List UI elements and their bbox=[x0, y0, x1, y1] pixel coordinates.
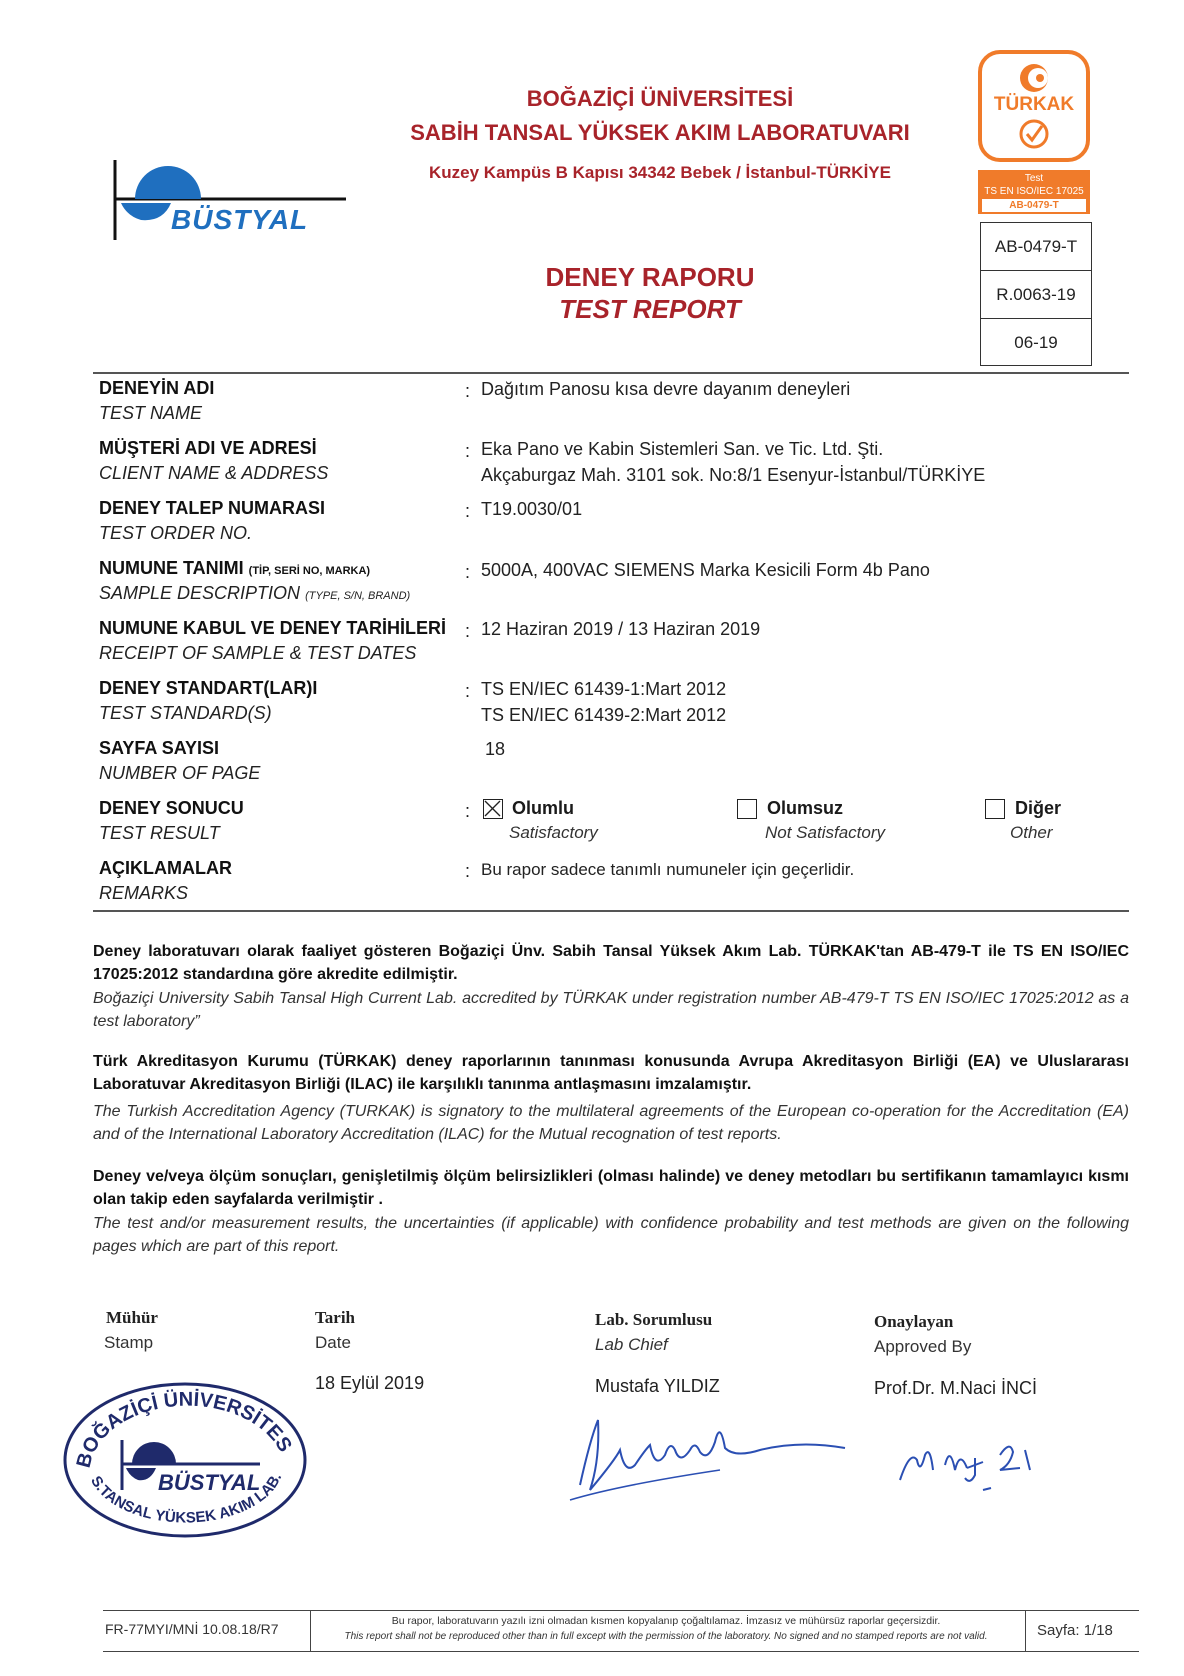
footer-divider-right bbox=[1025, 1611, 1026, 1651]
colon: : bbox=[465, 381, 471, 401]
client-address-value: Akçaburgaz Mah. 3101 sok. No:8/1 Esenyur-İstanbul/TÜRKİYE bbox=[481, 465, 986, 485]
other-label-en: Other bbox=[1010, 823, 1053, 842]
footer-notice-tr: Bu rapor, laboratuvarın yazılı izni olmadan kısmen kopyalanıp çoğaltılamaz. İmzasız ve mühürsüz raporlar geçersizdir. bbox=[391, 1615, 941, 1627]
bustyal-logo bbox=[113, 160, 348, 240]
reference-box bbox=[980, 222, 1092, 366]
logo-text: BÜSTYAL bbox=[171, 204, 309, 235]
agreement-paragraph-en: The Turkish Accreditation Agency (TURKAK) is signatory to the multilateral agreements of the European co-operation for the Accreditation (EA) and of the International Laboratory Accreditation (ILAC) for the Mutual recognation of test reports. bbox=[93, 1103, 1129, 1143]
pages-label: SAYFA SAYISI bbox=[99, 738, 220, 758]
standards-label-en: TEST STANDARD(S) bbox=[99, 703, 272, 723]
svg-text:BÜSTYAL: BÜSTYAL bbox=[158, 1470, 261, 1495]
footer bbox=[103, 1610, 1139, 1652]
badge-line3: AB-0479-T bbox=[982, 199, 1086, 212]
client-label-en: CLIENT NAME & ADDRESS bbox=[99, 463, 329, 483]
test-name-value: Dağıtım Panosu kısa devre dayanım deneyleri bbox=[481, 379, 851, 399]
other-label: Diğer bbox=[1015, 798, 1062, 818]
lab-address: Kuzey Kampüs B Kapısı 34342 Bebek / İstanbul-TÜRKİYE bbox=[429, 163, 891, 182]
remarks-label-en: REMARKS bbox=[99, 883, 189, 903]
footer-divider-left bbox=[310, 1611, 311, 1651]
not-satisfactory-label-en: Not Satisfactory bbox=[765, 823, 885, 842]
accreditation-number: AB-0479-T bbox=[981, 223, 1091, 271]
other-checkbox[interactable] bbox=[985, 799, 1005, 819]
bottom-rule bbox=[93, 910, 1129, 912]
check-mark-icon bbox=[484, 800, 501, 817]
page-number: Sayfa: 1/18 bbox=[1037, 1622, 1113, 1639]
remarks-label: AÇIKLAMALAR bbox=[99, 858, 232, 878]
accreditation-paragraph-en: Boğaziçi University Sabih Tansal High Current Lab. accredited by TÜRKAK under registration number AB-479-T TS EN ISO/IEC 17025:2012 as a test laboratory” bbox=[93, 990, 1129, 1030]
form-code: FR-77MYI/MNİ 10.08.18/R7 bbox=[105, 1621, 279, 1637]
report-title-tr: DENEY RAPORU bbox=[545, 262, 755, 292]
order-value: T19.0030/01 bbox=[481, 499, 583, 519]
turkak-brand: TÜRKAK bbox=[993, 94, 1075, 115]
laboratory-name: SABİH TANSAL YÜKSEK AKIM LABORATUVARI bbox=[410, 120, 910, 145]
results-paragraph-en: The test and/or measurement results, the uncertainties (if applicable) with confidence probability and test methods are given on the following pages which are part of this report. bbox=[93, 1215, 1129, 1255]
colon: : bbox=[465, 501, 471, 521]
badge-line1: Test bbox=[1024, 173, 1044, 184]
sample-label-en-small: (TYPE, S/N, BRAND) bbox=[305, 590, 411, 602]
remarks-value: Bu rapor sadece tanımlı numuneler için geçerlidir. bbox=[481, 860, 855, 879]
dates-value: 12 Haziran 2019 / 13 Haziran 2019 bbox=[481, 619, 761, 639]
satisfactory-label: Olumlu bbox=[512, 798, 574, 818]
approver-name: Prof.Dr. M.Naci İNCİ bbox=[874, 1378, 1038, 1398]
test-name-label-en: TEST NAME bbox=[99, 403, 203, 423]
result-label: DENEY SONUCU bbox=[99, 798, 244, 818]
test-name-label: DENEYİN ADI bbox=[99, 378, 215, 398]
turkak-logo bbox=[978, 50, 1090, 162]
colon: : bbox=[465, 861, 471, 881]
satisfactory-checkbox[interactable] bbox=[483, 799, 503, 819]
sample-label-small: (TİP, SERİ NO, MARKA) bbox=[248, 565, 371, 577]
lab-chief-name: Mustafa YILDIZ bbox=[595, 1376, 720, 1396]
report-number: R.0063-19 bbox=[981, 271, 1091, 319]
client-name-value: Eka Pano ve Kabin Sistemleri San. ve Tic. Ltd. Şti. bbox=[481, 439, 884, 459]
report-period: 06-19 bbox=[1014, 333, 1058, 352]
result-label-en: TEST RESULT bbox=[99, 823, 220, 843]
date-heading-en: Date bbox=[315, 1333, 351, 1352]
accreditation-paragraph-tr: Deney laboratuvarı olarak faaliyet gösteren Boğaziçi Ünv. Sabih Tansal Yüksek Akım Lab. TÜRKAK'tan AB-479-T ile TS EN ISO/IEC 17025:2012 standardına göre akredite edilmiştir. bbox=[93, 943, 1129, 983]
not-satisfactory-label: Olumsuz bbox=[767, 798, 844, 818]
lab-chief-heading: Lab. Sorumlusu bbox=[595, 1310, 713, 1329]
lab-chief-heading-en: Lab Chief bbox=[595, 1335, 668, 1354]
dates-label-en: RECEIPT OF SAMPLE & TEST DATES bbox=[99, 643, 417, 663]
colon: : bbox=[465, 621, 471, 641]
sample-value: 5000A, 400VAC SIEMENS Marka Kesicili Form 4b Pano bbox=[481, 560, 930, 580]
results-paragraph-tr: Deney ve/veya ölçüm sonuçları, genişletilmiş ölçüm belirsizlikleri (olması halinde) ve deney metodları bu sertifikanın tamamlayıcı kısmı olan takip eden sayfalarda verilmiştir . bbox=[93, 1168, 1129, 1208]
approver-heading-en: Approved By bbox=[874, 1337, 972, 1356]
standards-label: DENEY STANDART(LAR)I bbox=[99, 678, 318, 698]
colon: : bbox=[465, 562, 471, 582]
sample-label-en bbox=[99, 583, 410, 604]
approver-heading: Onaylayan bbox=[874, 1312, 954, 1331]
svg-text:S.TANSAL YÜKSEK AKIM LAB.: S.TANSAL YÜKSEK AKIM LAB. bbox=[87, 1471, 286, 1527]
colon: : bbox=[465, 441, 471, 461]
date-heading: Tarih bbox=[315, 1308, 356, 1327]
dates-label: NUMUNE KABUL VE DENEY TARİHİLERİ bbox=[99, 618, 447, 638]
official-stamp bbox=[60, 1378, 310, 1540]
colon: : bbox=[465, 801, 471, 821]
approver-signature bbox=[895, 1430, 1075, 1500]
not-satisfactory-checkbox[interactable] bbox=[737, 799, 757, 819]
university-name: BOĞAZİÇİ ÜNİVERSİTESİ bbox=[526, 86, 794, 111]
report-title-en: TEST REPORT bbox=[559, 294, 741, 324]
accreditation-badge bbox=[978, 170, 1090, 214]
order-label: DENEY TALEP NUMARASI bbox=[99, 498, 326, 518]
standard-2-value: TS EN/IEC 61439-2:Mart 2012 bbox=[481, 705, 727, 725]
top-rule bbox=[93, 372, 1129, 374]
standard-1-value: TS EN/IEC 61439-1:Mart 2012 bbox=[481, 679, 727, 699]
svg-text:BOĞAZİÇİ ÜNİVERSİTESİ: BOĞAZİÇİ ÜNİVERSİTES bbox=[72, 1388, 296, 1471]
pages-value: 18 bbox=[485, 739, 506, 759]
lab-chief-signature bbox=[560, 1400, 860, 1510]
sample-label-en-main: SAMPLE DESCRIPTION bbox=[99, 583, 301, 603]
sample-label-main: NUMUNE TANIMI bbox=[99, 558, 244, 578]
stamp-heading: Mühür bbox=[106, 1308, 158, 1327]
footer-notice-en: This report shall not be reproduced other than in full except with the permission of the laboratory. No signed and no stamped reports are not valid. bbox=[344, 1631, 988, 1642]
client-label: MÜŞTERİ ADI VE ADRESİ bbox=[99, 438, 317, 458]
order-label-en: TEST ORDER NO. bbox=[99, 523, 253, 543]
colon: : bbox=[465, 681, 471, 701]
badge-line2: TS EN ISO/IEC 17025 bbox=[984, 186, 1084, 197]
agreement-paragraph-tr: Türk Akreditasyon Kurumu (TÜRKAK) deney raporlarının tanınması konusunda Avrupa Akreditasyon Birliği (EA) ve Uluslararası Laboratuvar Akreditasyon Birliği (ILAC) ile karşılıklı tanınma antlaşmasını imzalamıştır. bbox=[93, 1053, 1129, 1093]
pages-label-en: NUMBER OF PAGE bbox=[99, 763, 261, 783]
sample-label bbox=[99, 558, 370, 579]
stamp-heading-en: Stamp bbox=[104, 1333, 154, 1352]
satisfactory-label-en: Satisfactory bbox=[509, 823, 598, 842]
date-value: 18 Eylül 2019 bbox=[315, 1373, 425, 1393]
